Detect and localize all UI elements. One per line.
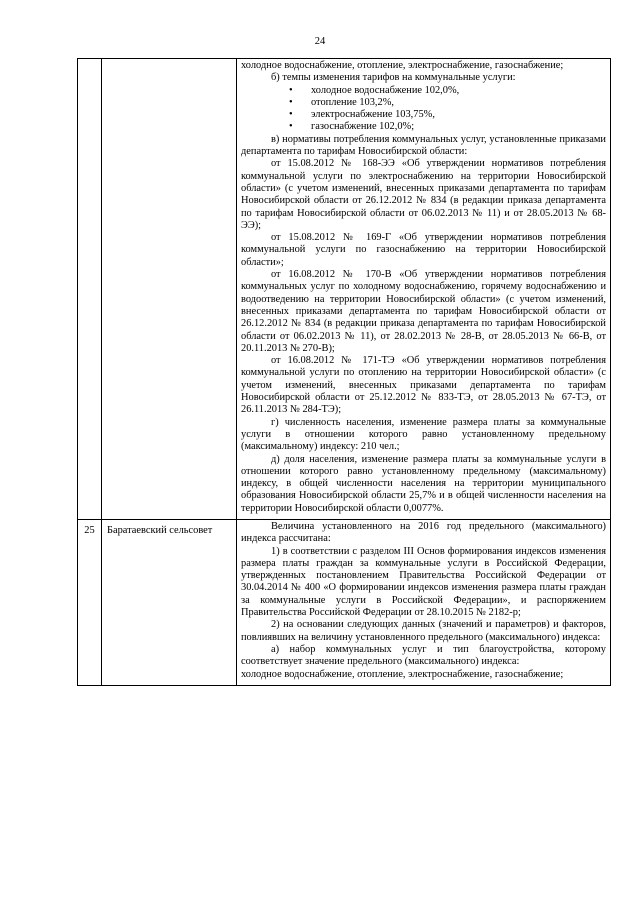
paragraph: в) нормативы потребления коммунальных услуг, установленные приказами департамента по тарифам Новосибирской области: — [241, 133, 606, 158]
municipality-name-cell: Баратаевский сельсовет — [102, 519, 237, 685]
tariff-list — [241, 85, 606, 134]
list-item: • отопление 103,2%, — [289, 97, 606, 109]
description-cell — [237, 519, 611, 685]
paragraph: б) темпы изменения тарифов на коммунальные услуги: — [271, 72, 516, 84]
description-cell — [237, 59, 611, 520]
paragraph: холодное водоснабжение, отопление, электроснабжение, газоснабжение; — [241, 668, 564, 680]
paragraph: 1) в соответствии с разделом III Основ формирования индексов изменения размера платы граждан за коммунальные услуги в Российской Федерации, утвержденных постановлением Правительства Российской Федерации от 30.04.2014 № 400 «О формировании индексов изменения размера платы граждан за коммунальные услуги в Российской Федерации», и распоряжением Правительства Российской Федерации от 28.10.2015 № 2182-р; — [241, 545, 606, 619]
row-number-cell — [78, 59, 102, 520]
paragraph: Величина установленного на 2016 год предельного (максимального) индекса рассчитана: — [241, 520, 606, 545]
list-item: • холодное водоснабжение 102,0%, — [289, 85, 606, 97]
paragraph: холодное водоснабжение, отопление, электроснабжение, газоснабжение; — [241, 60, 564, 71]
municipality-name-cell — [102, 59, 237, 520]
list-item: • газоснабжение 102,0%; — [289, 121, 606, 133]
paragraph: г) численность населения, изменение размера платы за коммунальные услуги в отношении которого равно установленному предельному (максимальному) индексу: 210 чел.; — [241, 416, 606, 453]
table-row — [78, 519, 611, 685]
paragraph: от 16.08.2012 № 171-ТЭ «Об утверждении нормативов потребления коммунальной услуги по отоплению на территории Новосибирской области» (с учетом изменений, внесенных приказами департамента по тарифам Новосибирской области от 25.12.2012 № 833-ТЭ, от 28.05.2013 № 67-ТЭ, от 26.11.2013 № 284-ТЭ); — [241, 355, 606, 416]
paragraph: а) набор коммунальных услуг и тип благоустройства, которому соответствует значение предельного (максимального) индекса: — [241, 643, 606, 668]
municipal-index-table — [77, 58, 611, 686]
row-number-cell: 25 — [78, 519, 102, 685]
table-row — [78, 59, 611, 520]
page-number: 24 — [314, 36, 326, 47]
paragraph: от 15.08.2012 № 168-ЭЭ «Об утверждении нормативов потребления коммунальной услуги по электроснабжению на территории Новосибирской области» (с учетом изменений, внесенных приказами департамента по тарифам Новосибирской области от 26.12.2012 № 834 (в редакции приказа департамента по тарифам Новосибирской области от 06.02.2013 № 11) и от 28.05.2013 № 68-ЭЭ); — [241, 158, 606, 231]
paragraph: от 16.08.2012 № 170-В «Об утверждении нормативов потребления коммунальных услуг по холодному водоснабжению, горячему водоснабжению и водоотведению на территории Новосибирской области» (с учетом изменений, внесенных приказами департамента по тарифам Новосибирской области от 26.12.2012 № 834 (в редакции приказа департамента по тарифам Новосибирской области от 06.02.2013 № 11), от 28.02.2013 № 28-В, от 28.05.2013 № 66-В, от 20.11.2013 № 270-В); — [241, 269, 606, 354]
paragraph: 2) на основании следующих данных (значений и параметров) и факторов, повлиявших на величину установленного предельного (максимального) индекса: — [241, 619, 606, 643]
list-item: • электроснабжение 103,75%, — [289, 109, 606, 121]
paragraph: от 15.08.2012 № 169-Г «Об утверждении нормативов потребления коммунальной услуги по газоснабжению на территории Новосибирской области»; — [241, 232, 606, 268]
paragraph: д) доля населения, изменение размера платы за коммунальные услуги в отношении которого равно установленному предельному (максимальному) индексу, в общей численности населения на территории муниципального образования Новосибирской области 25,7% и в общей численности населения на территории Новосибирской области 0,0077%. — [241, 453, 606, 514]
